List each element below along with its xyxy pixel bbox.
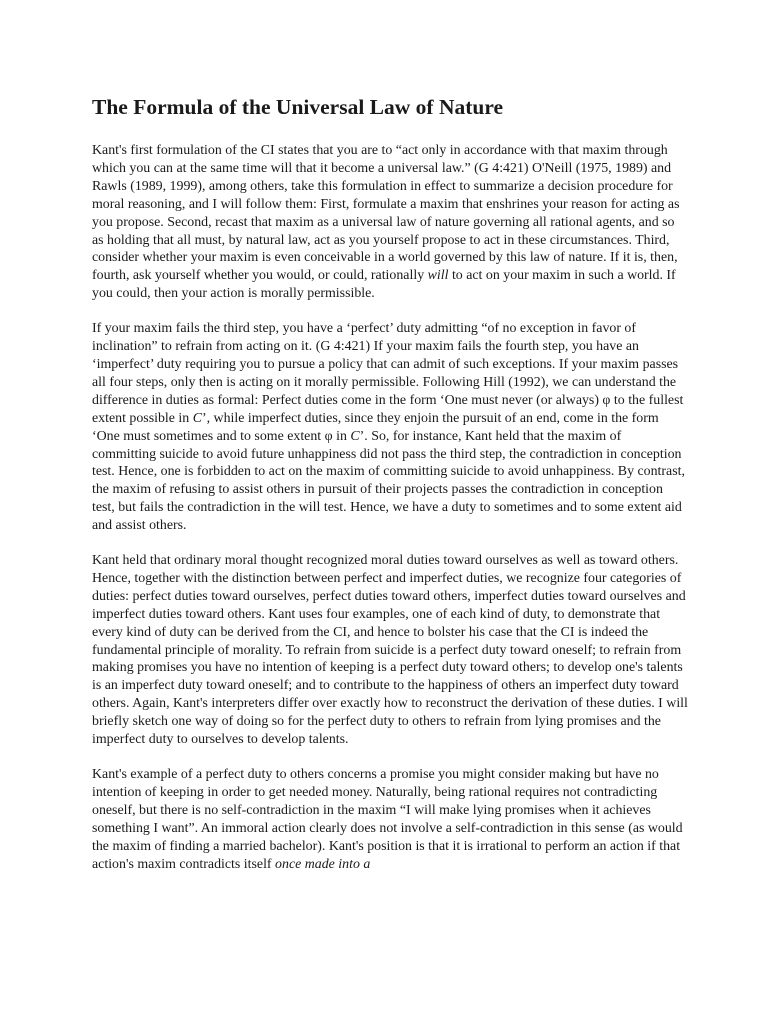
italic-text: C: [192, 410, 202, 426]
paragraph: [92, 320, 688, 535]
document-body: [92, 142, 688, 873]
paragraph-text: to act on your maxim in such a world. If you could, then your action is morally permissible.: [92, 268, 676, 302]
document-title: The Formula of the Universal Law of Nature: [92, 95, 504, 119]
paragraph-text: If your maxim fails the third step, you have a ‘perfect’ duty admitting “of no exception in favor of inclination” to refrain from acting on it. (G 4:421) If your maxim fails the fourth step, you have an ‘imperfect’ duty requiring you to pursue a policy that can admit of such exceptions. If your maxim passes all four steps, only then is acting on it morally permissible. Following Hill (1992), we can understand the difference in duties as formal: Perfect duties come in the form ‘One must never (or always) φ to the fullest extent possible in: [92, 321, 684, 426]
italic-text: will: [427, 268, 449, 284]
italic-text: C: [350, 428, 360, 444]
paragraph: [92, 552, 688, 749]
paragraph-text: ’. So, for instance, Kant held that the maxim of committing suicide to avoid future unhappiness did not pass the third step, the contradiction in conception test. Hence, one is forbidden to act on the maxim of committing suicide to avoid unhappiness. By contrast, the maxim of refusing to assist others in pursuit of their projects passes the contradiction in conception test, but fails the contradiction in the will test. Hence, we have a duty to sometimes and to some extent aid and assist others.: [92, 428, 685, 534]
paragraph-text: Kant held that ordinary moral thought recognized moral duties toward ourselves as well as toward others. Hence, together with the distinction between perfect and imperfect duties, we recognize four categories of duties: perfect duties toward ourselves, perfect duties toward others, imperfect duties toward ourselves and imperfect duties toward others. Kant uses four examples, one of each kind of duty, to demonstrate that every kind of duty can be derived from the CI, and hence to bolster his case that the CI is indeed the fundamental principle of morality. To refrain from suicide is a perfect duty toward oneself; to refrain from making promises you have no intention of keeping is a perfect duty toward others; to develop one's talents is an imperfect duty toward oneself; and to contribute to the happiness of others an imperfect duty toward others. Again, Kant's interpreters differ over exactly how to reconstruct the derivation of these duties. I will briefly sketch one way of doing so for the perfect duty to others to refrain from lying promises and the imperfect duty to ourselves to develop talents.: [92, 553, 688, 748]
paragraph-text: Kant's example of a perfect duty to others concerns a promise you might consider making but have no intention of keeping in order to get needed money. Naturally, being rational requires not contradicting oneself, but there is no self-contradiction in the maxim “I will make lying promises when it achieves something I want”. An immoral action clearly does not involve a self-contradiction in this sense (as would the maxim of finding a married bachelor). Kant's position is that it is irrational to perform an action if that action's maxim contradicts itself: [92, 767, 683, 872]
paragraph-text: ’, while imperfect duties, since they enjoin the pursuit of an end, come in the form ‘One must sometimes and to some extent φ in: [92, 410, 659, 444]
italic-text: once made into a: [275, 856, 371, 872]
paragraph-text: Kant's first formulation of the CI states that you are to “act only in accordance with that maxim through which you can at the same time will that it become a universal law.” (G 4:421) O'Neill (1975, 1989) and Rawls (1989, 1999), among others, take this formulation in effect to summarize a decision procedure for moral reasoning, and I will follow them: First, formulate a maxim that enshrines your reason for acting as you propose. Second, recast that maxim as a universal law of nature governing all rational agents, and so as holding that all must, by natural law, act as you yourself propose to act in these circumstances. Third, consider whether your maxim is even conceivable in a world governed by this law of nature. If it is, then, fourth, ask yourself whether you would, or could, rationally: [92, 143, 680, 284]
paragraph: [92, 142, 688, 303]
paragraph: [92, 766, 688, 873]
document-page: [92, 94, 688, 890]
